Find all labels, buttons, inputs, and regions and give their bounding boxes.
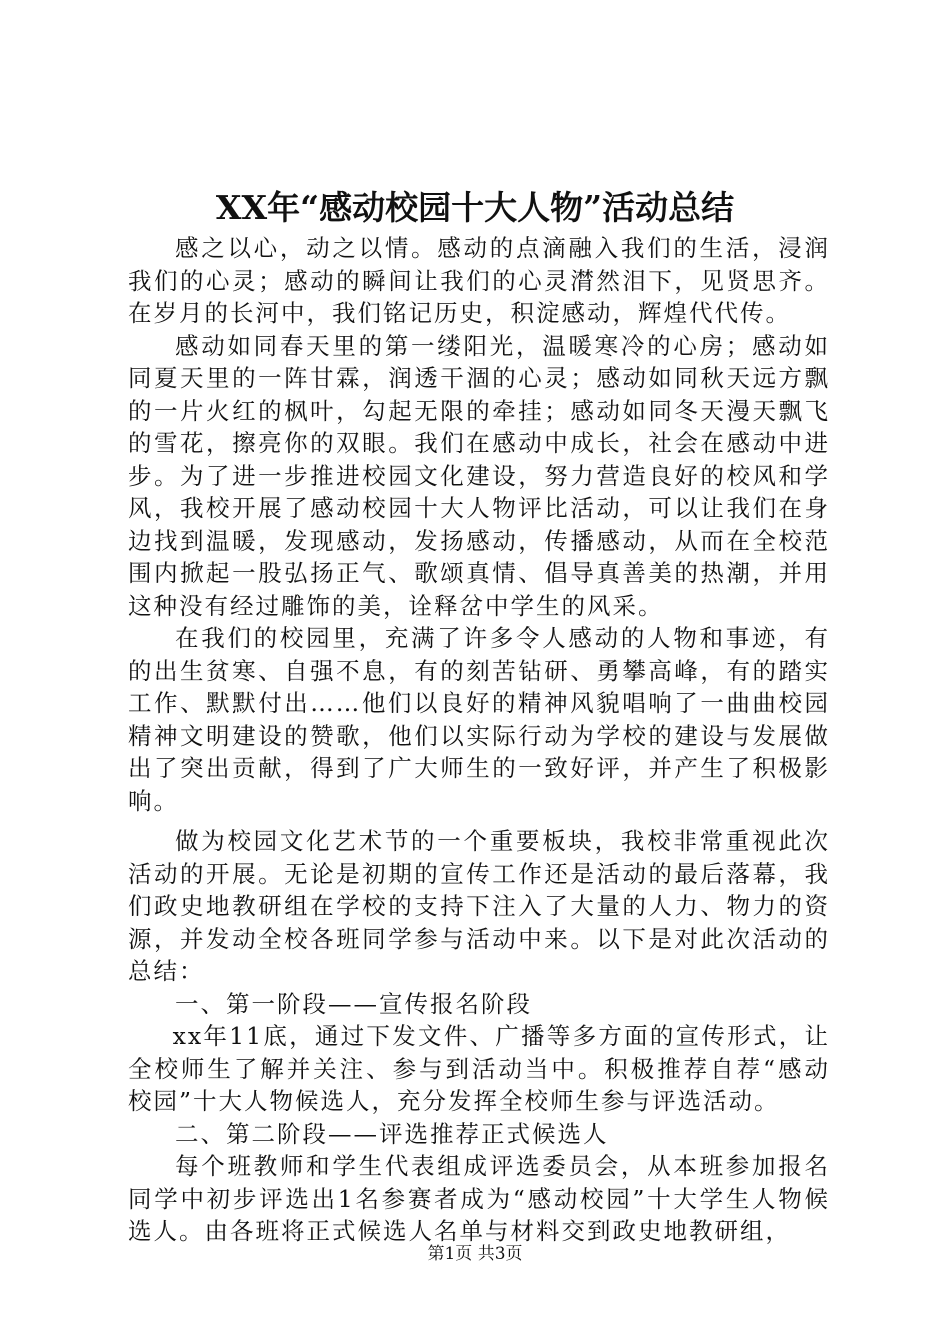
document-body [128, 232, 830, 1248]
paragraph-2: 感动如同春天里的第一缕阳光，温暖寒冷的心房；感动如同夏天里的一阵甘霖，润透干涸的心灵；感动如同秋天远方飘的一片火红的枫叶，勾起无限的牵挂；感动如同冬天漫天飘飞的雪花，擦亮你的双眼。我们在感动中成长，社会在感动中进步。为了进一步推进校园文化建设，努力营造良好的校风和学风，我校开展了感动校园十大人物评比活动，可以让我们在身边找到温暖，发现感动，发扬感动，传播感动，从而在全校范围内掀起一股弘扬正气、歌颂真情、倡导真善美的热潮，并用这种没有经过雕饰的美，诠释岔中学生的风采。 [128, 331, 830, 620]
section-2-text: 每个班教师和学生代表组成评选委员会，从本班参加报名同学中初步评选出1名参赛者成为“感动校园”十大学生人物候选人。由各班将正式候选人名单与材料交到政史地教研组， [128, 1152, 830, 1245]
section-1-text: xx年11底，通过下发文件、广播等多方面的宣传形式，让全校师生了解并关注、参与到活动当中。积极推荐自荐“感动校园”十大人物候选人，充分发挥全校师生参与评选活动。 [128, 1022, 830, 1115]
document-title: XX年“感动校园十大人物”活动总结 [215, 188, 735, 227]
page-footer: 第1页 共3页 [427, 1244, 523, 1264]
section-2-heading: 二、第二阶段——评选推荐正式候选人 [175, 1119, 609, 1148]
paragraph-3: 在我们的校园里，充满了许多令人感动的人物和事迹，有的出生贫寒、自强不息，有的刻苦钻研、勇攀高峰，有的踏实工作、默默付出……他们以良好的精神风貌唱响了一曲曲校园精神文明建设的赞歌，他们以实际行动为学校的建设与发展做出了突出贡献，得到了广大师生的一致好评，并产生了积极影响。 [128, 624, 830, 815]
paragraph-4: 做为校园文化艺术节的一个重要板块，我校非常重视此次活动的开展。无论是初期的宣传工作还是活动的最后落幕，我们政史地教研组在学校的支持下注入了大量的人力、物力的资源，并发动全校各班同学参与活动中来。以下是对此次活动的总结： [128, 827, 830, 985]
paragraph-1: 感之以心，动之以情。感动的点滴融入我们的生活，浸润我们的心灵；感动的瞬间让我们的心灵潸然泪下，见贤思齐。在岁月的长河中，我们铭记历史，积淀感动，辉煌代代传。 [128, 234, 830, 327]
section-1-heading: 一、第一阶段——宣传报名阶段 [175, 989, 532, 1018]
